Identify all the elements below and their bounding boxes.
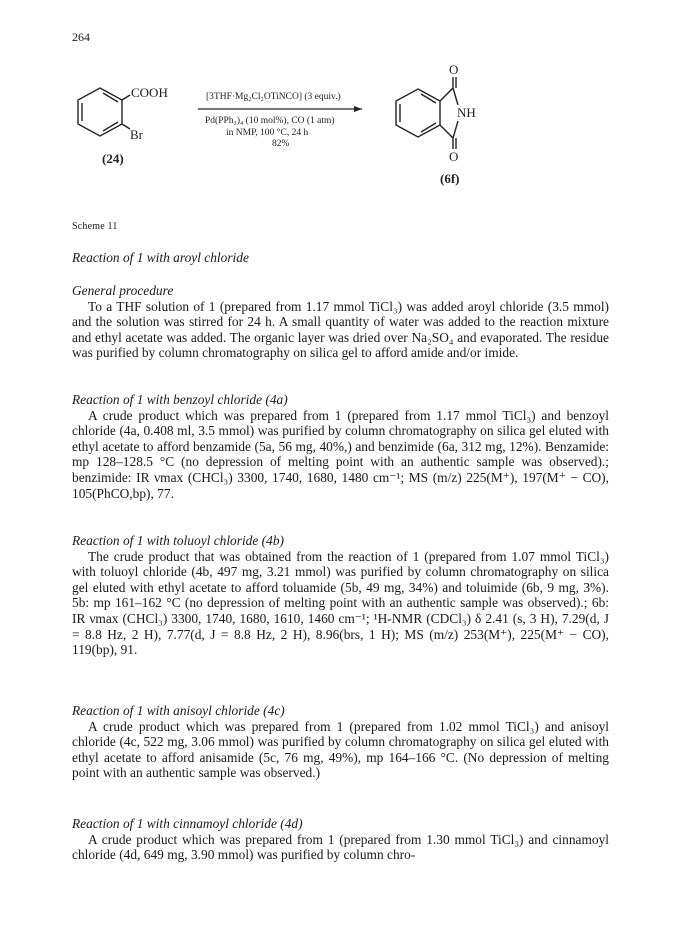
product-oxygen-bottom: O bbox=[449, 149, 459, 164]
reactant-ring bbox=[78, 88, 130, 136]
reagent-line-2: Pd(PPh₃)₄ (10 mol%), CO (1 atm) bbox=[205, 116, 335, 126]
subsection-heading: Reaction of 1 with toluoyl chloride (4b) bbox=[72, 533, 284, 548]
scheme-drawing bbox=[60, 55, 580, 220]
subsection-heading: Reaction of 1 with cinnamoyl chloride (4d) bbox=[72, 816, 303, 831]
subsection-heading: General procedure bbox=[72, 283, 174, 298]
section-aroyl bbox=[72, 250, 609, 266]
paragraph-anisoyl: A crude product which was prepared from 1 (prepared from 1.02 mmol TiCl₃) and anisoyl chloride (4c, 522 mg, 3.06 mmol) was purified by column chromatography on silica gel eluted with ethyl acetate to afford anisamide (5c, 76 mg, 49%), mp 164–166 °C. (No depression of melting point with an authentic sample was observed.) bbox=[72, 718, 609, 781]
reagent-line-3: in NMP, 100 °C, 24 h bbox=[226, 128, 309, 138]
cooh-bond bbox=[122, 95, 130, 100]
section-heading: Reaction of 1 with aroyl chloride bbox=[72, 250, 249, 265]
reactant-id: (24) bbox=[102, 151, 124, 166]
product-id: (6f) bbox=[440, 171, 460, 186]
reactant-cooh: COOH bbox=[131, 85, 168, 100]
section-anisoyl bbox=[72, 703, 609, 781]
product-oxygen-top: O bbox=[449, 62, 459, 77]
br-bond bbox=[122, 124, 130, 129]
page-number: 264 bbox=[72, 30, 90, 44]
subsection-heading: Reaction of 1 with benzoyl chloride (4a) bbox=[72, 392, 288, 407]
subsection-heading: Reaction of 1 with anisoyl chloride (4c) bbox=[72, 703, 285, 718]
reactant-br: Br bbox=[130, 127, 143, 142]
reagent-line-1: [3THF·Mg₂Cl₂OTiNCO] (3 equiv.) bbox=[206, 92, 341, 102]
product-structure bbox=[396, 77, 458, 149]
section-toluoyl bbox=[72, 533, 609, 658]
arrow-head bbox=[354, 106, 362, 112]
section-cinnamoyl bbox=[72, 816, 609, 863]
paragraph-benzoyl: A crude product which was prepared from 1 (prepared from 1.17 mmol TiCl₃) and benzoyl chloride (4a, 0.408 ml, 3.5 mmol) was purified by column chromatography on silica gel eluted with ethyl acetate to afford benzamide (5a, 56 mg, 40%,) and benzimide (6a, 312 mg, 12%). Benzamide: mp 128–128.5 °C (no depression of melting point with an authentic sample was observed).; benzimide: IR νmax (CHCl₃) 3300, 1740, 1680, 1480 cm⁻¹; MS (m/z) 225(M⁺), 197(M⁺ − CO), 105(PhCO,bp), 77. bbox=[72, 407, 609, 501]
section-general bbox=[72, 283, 609, 361]
paragraph-general: To a THF solution of 1 (prepared from 1.17 mmol TiCl₃) was added aroyl chloride (3.5 mmol) and the solution was stirred for 24 h. A small quantity of water was added to the reaction mixture and ethyl acetate was added. The organic layer was dried over Na₂SO₄ and evaporated. The residue was purified by column chromatography on silica gel to afford amide and/or imide. bbox=[72, 298, 609, 361]
section-benzoyl bbox=[72, 392, 609, 501]
scheme-caption: Scheme 11 bbox=[72, 221, 118, 232]
reagent-yield: 82% bbox=[272, 139, 290, 149]
paragraph-cinnamoyl: A crude product which was prepared from 1 (prepared from 1.30 mmol TiCl₃) and cinnamoyl chloride (4d, 649 mg, 3.90 mmol) was purified by column chro- bbox=[72, 831, 609, 863]
product-nh: NH bbox=[457, 105, 476, 120]
reaction-scheme bbox=[60, 55, 580, 220]
paragraph-toluoyl: The crude product that was obtained from the reaction of 1 (prepared from 1.07 mmol TiCl₃) with toluoyl chloride (4b, 497 mg, 3.21 mmol) was purified by column chromatography on silica gel eluted with ethyl acetate to afford toluamide (5b, 49 mg, 34%) and toluimide (6b, 9 mg, 3%). 5b: mp 161–162 °C (no depression of melting point with an authentic sample was observed).; 6b: IR νmax (CHCl₃) 3300, 1740, 1680, 1610, 1460 cm⁻¹; ¹H-NMR (CDCl₃) δ 2.41 (s, 3 H), 7.29(d, J = 8.8 Hz, 2 H), 7.77(d, J = 8.8 Hz, 2 H), 8.96(brs, 1 H); MS (m/z) 253(M⁺), 225(M⁺ − CO), 119(bp), 91. bbox=[72, 548, 609, 658]
